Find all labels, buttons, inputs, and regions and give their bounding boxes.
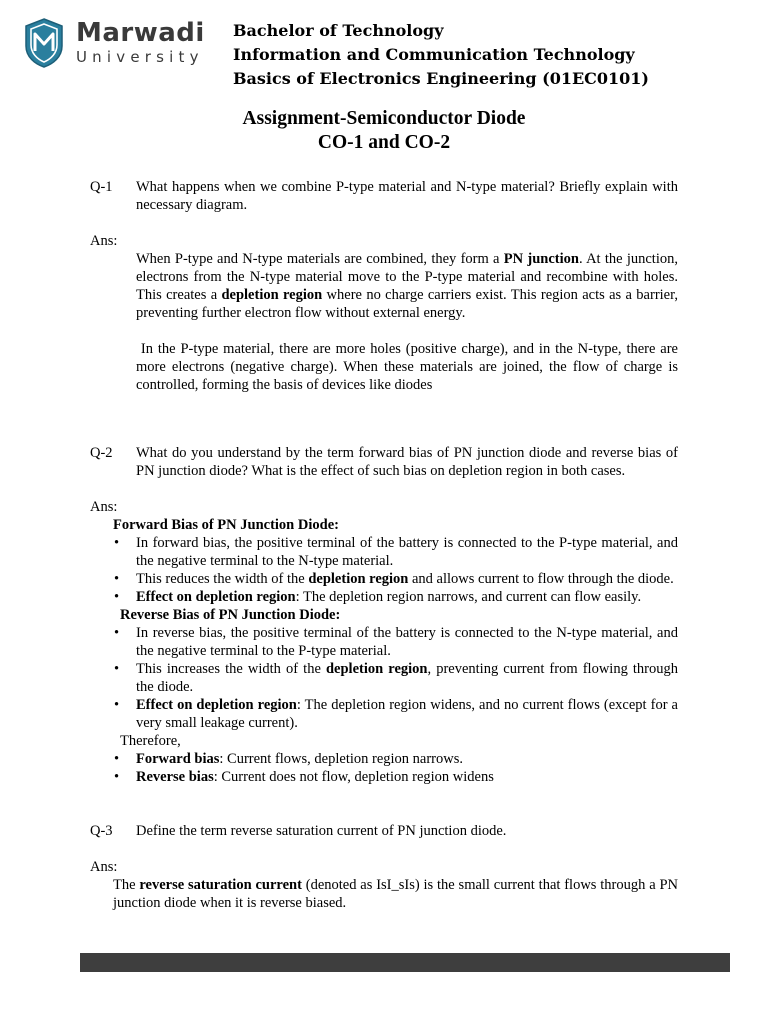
question-number: Q-1	[90, 179, 113, 195]
question-text: What do you understand by the term forward bias of PN junction diode and reverse bias of PN junction diode? What is the effect of such bias on depletion region in both cases.	[136, 445, 678, 479]
list-item: • This increases the width of the depletion region, preventing current from flowing through the diode.	[136, 660, 678, 696]
question-2	[90, 444, 678, 480]
document-body	[90, 178, 682, 912]
reverse-bias-heading: Reverse Bias of PN Junction Diode:	[120, 607, 341, 623]
forward-bias-list	[90, 534, 678, 606]
list-item: • Forward bias: Current flows, depletion region narrows.	[136, 750, 678, 768]
summary-list	[90, 750, 678, 786]
answer-label: Ans:	[90, 499, 118, 515]
list-item: • Effect on depletion region: The depletion region widens, and no current flows (except for a very small leakage current).	[136, 696, 678, 732]
question-1	[90, 178, 678, 214]
list-item: • Reverse bias: Current does not flow, depletion region widens	[136, 768, 678, 786]
answer-label: Ans:	[90, 233, 118, 249]
header-line-branch: Information and Communication Technology	[233, 45, 635, 64]
header-line-subject: Basics of Electronics Engineering (01EC0101)	[233, 69, 649, 88]
answer-1-paragraph-2: In the P-type material, there are more holes (positive charge), and in the N-type, there are more electrons (negative charge). When these materials are joined, the flow of charge is controlled, forming the basis of devices like diodes	[136, 341, 682, 393]
answer-1-paragraph-1: When P-type and N-type materials are combined, they form a PN junction. At the junction, electrons from the N-type material move to the P-type material and recombine with holes. This creates a depletion region where no charge carriers exist. This region acts as a barrier, preventing further electron flow without external energy.	[136, 251, 678, 321]
logo-name: Marwadi	[76, 18, 205, 48]
list-item: • In reverse bias, the positive terminal of the battery is connected to the N-type material, and the negative terminal to the P-type material.	[136, 624, 678, 660]
title-line-2: CO-1 and CO-2	[317, 132, 451, 153]
forward-bias-heading: Forward Bias of PN Junction Diode:	[113, 517, 339, 533]
list-item: • This reduces the width of the depletion region and allows current to flow through the diode.	[136, 570, 678, 588]
list-item: • Effect on depletion region: The depletion region narrows, and current can flow easily.	[136, 588, 678, 606]
logo-sub: University	[76, 48, 204, 66]
header-line-degree: Bachelor of Technology	[233, 21, 444, 40]
question-text: Define the term reverse saturation current of PN junction diode.	[136, 823, 507, 839]
shield-icon	[24, 18, 64, 68]
footer-bar	[80, 953, 730, 972]
list-item: • In forward bias, the positive terminal of the battery is connected to the P-type material, and the negative terminal to the N-type material.	[136, 534, 678, 570]
assignment-title	[0, 107, 768, 155]
question-text: What happens when we combine P-type material and N-type material? Briefly explain with necessary diagram.	[136, 179, 678, 213]
title-line-1: Assignment-Semiconductor Diode	[242, 108, 526, 129]
reverse-bias-list	[90, 624, 678, 732]
question-number: Q-3	[90, 823, 113, 839]
question-3	[90, 822, 678, 840]
therefore-text: Therefore,	[120, 733, 181, 749]
university-logo	[24, 18, 220, 70]
question-number: Q-2	[90, 445, 113, 461]
course-header	[233, 19, 753, 91]
answer-label: Ans:	[90, 859, 118, 875]
answer-3-paragraph: The reverse saturation current (denoted as IsI_sIs) is the small current that flows through a PN junction diode when it is reverse biased.	[113, 877, 678, 911]
